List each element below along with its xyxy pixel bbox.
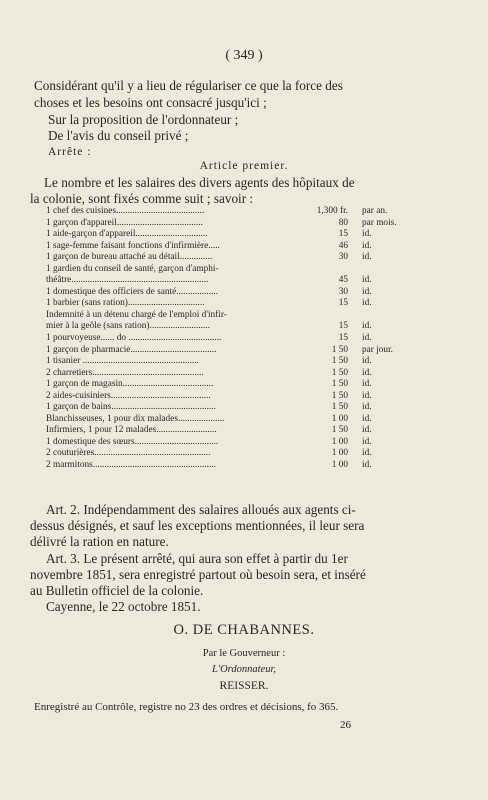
salary-period: par an.	[362, 206, 388, 216]
article-3-line: novembre 1851, sera enregistré partout où besoin sera, et inséré	[30, 567, 366, 582]
salary-period: id.	[362, 460, 372, 471]
arrete-heading: Arrête :	[48, 146, 92, 158]
date-line: Cayenne, le 22 octobre 1851.	[46, 599, 201, 614]
table-row	[46, 356, 446, 368]
table-row	[46, 368, 446, 380]
salary-period: id.	[362, 413, 372, 424]
salary-period: id.	[362, 390, 372, 401]
ordonnateur-name: REISSER.	[219, 680, 269, 692]
table-row	[46, 218, 446, 230]
table-row	[46, 298, 446, 310]
table-row	[46, 264, 446, 276]
staff-description: 2 marmitons.....................................................	[46, 460, 216, 471]
staff-description: 2 aides-cuisiniers...........................................	[46, 390, 211, 401]
salary-amount: 1 00	[331, 460, 348, 471]
article-3-line: au Bulletin officiel de la colonie.	[30, 583, 204, 598]
table-row	[46, 379, 446, 391]
staff-description: 1 gardien du conseil de santé, garçon d'amphi-	[46, 263, 219, 274]
table-row	[46, 252, 446, 264]
staff-description: Indemnité à un détenu chargé de l'emploi d'infir-	[46, 309, 227, 320]
table-row	[46, 206, 446, 218]
folio-number: 26	[340, 719, 351, 731]
salary-amount: 15	[338, 229, 348, 240]
staff-description: 1 garçon de bains.............................................	[46, 402, 216, 413]
staff-description: 1 pourvoyeuse...... do ........................................	[46, 333, 222, 344]
salary-amount: 1 00	[331, 436, 348, 447]
salary-period: id.	[362, 448, 372, 459]
salary-amount: 45	[338, 275, 348, 286]
table-row	[46, 345, 446, 357]
signatory-name: O. DE CHABANNES.	[173, 622, 315, 638]
registration-line: Enregistré au Contrôle, registre no 23 des ordres et décisions, fo 365.	[34, 701, 339, 713]
salary-amount: 1 50	[331, 367, 348, 378]
salary-amount: 1 50	[331, 344, 348, 355]
salary-amount: 30	[338, 286, 348, 297]
intro-line: Sur la proposition de l'ordonnateur ;	[48, 112, 239, 127]
table-row	[46, 460, 446, 472]
intro-line: Considérant qu'il y a lieu de régulariser ce que la force des	[34, 78, 343, 93]
table-row	[46, 414, 446, 426]
staff-description: théâtre...........................................................	[46, 275, 209, 286]
salary-amount: 1 50	[331, 356, 348, 367]
staff-description: 1 tisanier ..................................................	[46, 356, 199, 367]
salary-period: id.	[362, 436, 372, 447]
salary-period: id.	[362, 275, 372, 286]
salary-amount: 80	[338, 217, 348, 228]
salary-period: id.	[362, 333, 372, 344]
staff-description: Blanchisseuses, 1 pour dix malades....................	[46, 413, 225, 424]
salary-period: id.	[362, 402, 372, 413]
staff-description: 2 couturières..................................................	[46, 448, 211, 459]
intro-line: De l'avis du conseil privé ;	[48, 128, 189, 143]
staff-description: 1 aide-garçon d'appareil...............................	[46, 229, 208, 240]
table-row	[46, 310, 446, 322]
staff-description: 1 barbier (sans ration).................................	[46, 298, 205, 309]
staff-description: 1 garçon d'appareil.....................................	[46, 217, 203, 228]
salary-period: par mois.	[362, 217, 397, 228]
table-row	[46, 229, 446, 241]
salary-amount: 1 50	[331, 425, 348, 436]
staff-description: 1 domestique des officiers de santé..................	[46, 286, 219, 297]
intro-line: choses et les besoins ont consacré jusqu'ici ;	[34, 95, 267, 110]
article-text-line: la colonie, sont fixés comme suit ; savoir :	[30, 191, 254, 206]
salary-amount: 1 50	[331, 402, 348, 413]
page-number: ( 349 )	[225, 48, 263, 63]
salary-period: id.	[362, 425, 372, 436]
article-heading: Article premier.	[199, 160, 289, 172]
salary-period: par jour.	[362, 344, 393, 355]
salary-amount: 1,300 fr.	[316, 206, 348, 216]
salary-period: id.	[362, 356, 372, 367]
salary-amount: 46	[338, 240, 348, 251]
staff-description: 1 chef des cuisines......................................	[46, 206, 205, 216]
staff-description: 1 domestique des sœurs....................................	[46, 436, 219, 447]
table-row	[46, 402, 446, 414]
article-2-line: délivré la ration en nature.	[30, 534, 169, 549]
table-row	[46, 333, 446, 345]
by-governor-line: Par le Gouverneur :	[202, 648, 286, 659]
salary-period: id.	[362, 321, 372, 332]
table-row	[46, 437, 446, 449]
article-2-line: Art. 2. Indépendamment des salaires alloués aux agents ci-	[46, 502, 356, 517]
salary-amount: 1 50	[331, 390, 348, 401]
staff-salary-table	[46, 206, 446, 472]
ordonnateur-title: L'Ordonnateur,	[212, 664, 276, 675]
staff-description: 1 sage-femme faisant fonctions d'infirmière.....	[46, 240, 220, 251]
table-row	[46, 275, 446, 287]
salary-period: id.	[362, 229, 372, 240]
salary-amount: 1 50	[331, 379, 348, 390]
table-row	[46, 448, 446, 460]
salary-period: id.	[362, 286, 372, 297]
staff-description: 1 garçon de pharmacie.....................................	[46, 344, 217, 355]
table-row	[46, 391, 446, 403]
salary-period: id.	[362, 252, 372, 263]
staff-description: mier à la geôle (sans ration)..........................	[46, 321, 210, 332]
staff-description: 2 charretiers................................................	[46, 367, 204, 378]
salary-amount: 1 00	[331, 413, 348, 424]
article-3-line: Art. 3. Le présent arrêté, qui aura son effet à partir du 1er	[46, 551, 348, 566]
salary-amount: 15	[338, 321, 348, 332]
article-text-line: Le nombre et les salaires des divers agents des hôpitaux de	[44, 175, 355, 190]
staff-description: Infirmiers, 1 pour 12 malades..........................	[46, 425, 217, 436]
salary-period: id.	[362, 240, 372, 251]
staff-description: 1 garçon de bureau attaché au détail..............	[46, 252, 213, 263]
table-row	[46, 321, 446, 333]
table-row	[46, 425, 446, 437]
table-row	[46, 241, 446, 253]
table-row	[46, 287, 446, 299]
salary-period: id.	[362, 367, 372, 378]
salary-amount: 1 00	[331, 448, 348, 459]
salary-amount: 15	[338, 333, 348, 344]
salary-period: id.	[362, 298, 372, 309]
salary-amount: 30	[338, 252, 348, 263]
salary-amount: 15	[338, 298, 348, 309]
salary-period: id.	[362, 379, 372, 390]
staff-description: 1 garçon de magasin.......................................	[46, 379, 214, 390]
article-2-line: dessus désignés, et sauf les exceptions mentionnées, il leur sera	[30, 518, 365, 533]
